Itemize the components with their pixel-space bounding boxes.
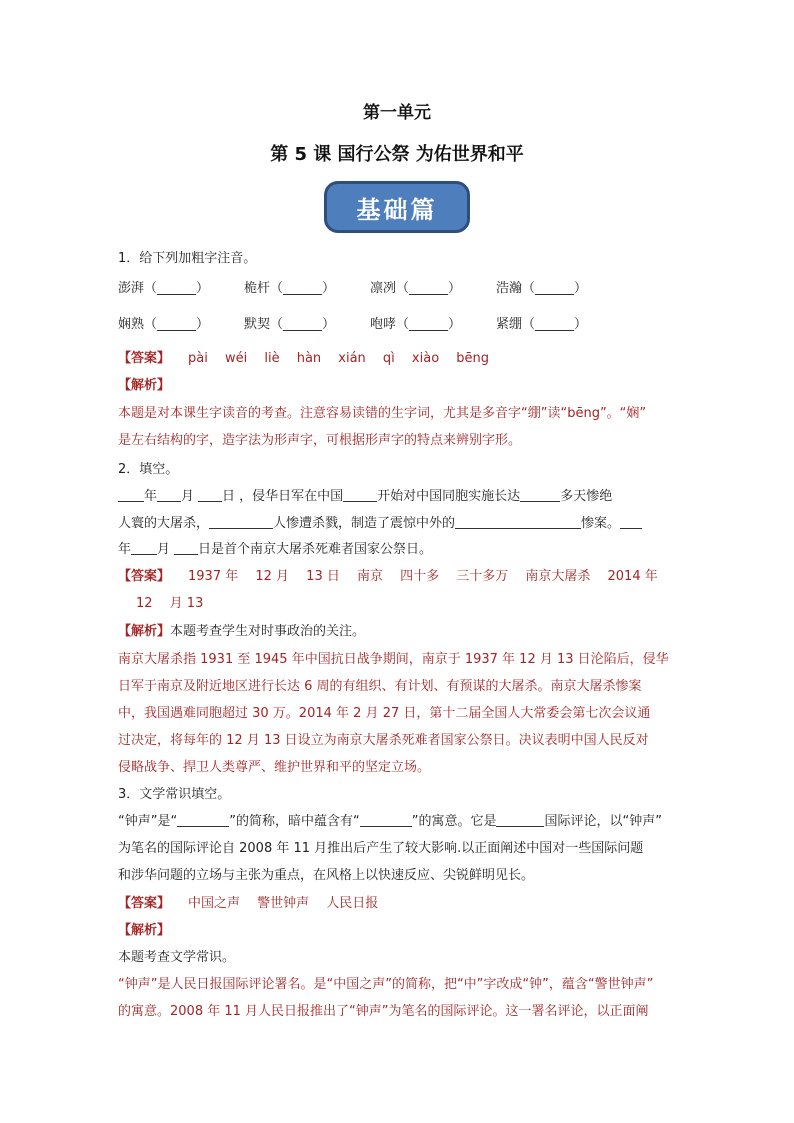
q2-text: 年 bbox=[118, 542, 132, 557]
q2-text: 人寰的大屠杀， bbox=[118, 516, 210, 531]
answer-text: 12 月 13 bbox=[136, 596, 204, 611]
analysis-text: 的寓意。2008 年 11 月人民日报推出了“钟声”为笔名的国际评论。这一署名评论，以正面阐 bbox=[118, 1004, 649, 1019]
q2-analysis-line bbox=[118, 622, 678, 642]
answer-label: 【答案】 bbox=[118, 569, 171, 584]
analysis-text: 本题是对本课生字读音的考查。注意容易读错的生字词，尤其是多音字“绷”读“bēng”。“娴” bbox=[118, 406, 647, 421]
q2-text: 年 bbox=[144, 489, 158, 504]
fill-blank[interactable] bbox=[174, 540, 198, 555]
q1-item: 澎湃（______） bbox=[118, 281, 210, 296]
q1-item: 凛冽（______） bbox=[370, 281, 462, 296]
fill-blank[interactable] bbox=[343, 487, 377, 502]
q2-text: 开始对中国同胞实施长达 bbox=[377, 489, 521, 504]
analysis-intro: 本题考查文学常识。 bbox=[118, 950, 236, 965]
fill-blank[interactable] bbox=[157, 487, 181, 502]
q2-text: 月 bbox=[181, 489, 195, 504]
q3-text: “钟声”是“ bbox=[118, 814, 178, 829]
q1-row2 bbox=[118, 315, 678, 335]
q2-line2 bbox=[118, 514, 678, 534]
q2-text: 日是首个南京大屠杀死难者国家公祭日。 bbox=[198, 542, 433, 557]
q1-item: 咆哮（______） bbox=[370, 317, 462, 332]
q2-text: 人惨遭杀戮，制造了震惊中外的 bbox=[273, 516, 456, 531]
q3-text: ”的简称，暗中蕴含有“ bbox=[229, 814, 360, 829]
analysis-label: 【解析】 bbox=[118, 378, 171, 393]
answer-label: 【答案】 bbox=[118, 351, 171, 366]
q1-item: 桅杆（______） bbox=[244, 281, 336, 296]
unit-title: 第一单元 bbox=[363, 103, 431, 123]
q3-text: ”的寓意。它是 bbox=[411, 814, 497, 829]
q2-line1 bbox=[118, 487, 678, 507]
q1-answer-line bbox=[118, 349, 678, 369]
fill-blank[interactable] bbox=[455, 514, 581, 529]
q3-text: 为笔名的国际评论自 2008 年 11 月推出后产生了较大影响.以正面阐述中国对一些国际问题 bbox=[118, 841, 644, 856]
analysis-text: 侵略战争、捍卫人类尊严、维护世界和平的坚定立场。 bbox=[118, 760, 431, 775]
analysis-text: 南京大屠杀指 1931 至 1945 年中国抗日战争期间，南京于 1937 年 12 月 13 日沦陷后，侵华 bbox=[118, 652, 669, 667]
q2-text: 月 bbox=[157, 542, 171, 557]
answer-text: pài wéi liè hàn xián qì xiào bēng bbox=[188, 351, 490, 366]
fill-blank[interactable] bbox=[360, 812, 412, 827]
q1-item: 默契（______） bbox=[244, 317, 336, 332]
analysis-text: “钟声”是人民日报国际评论署名。是“中国之声”的简称，把“中”字改成“钟”，蕴含“警世钟声” bbox=[118, 977, 654, 992]
answer-label: 【答案】 bbox=[118, 896, 171, 911]
analysis-text: 中，我国遇难同胞超过 30 万。2014 年 2 月 27 日，第十二届全国人大常委会第七次会议通 bbox=[118, 706, 651, 721]
fill-blank[interactable] bbox=[118, 487, 144, 502]
answer-text: 1937 年 12 月 13 日 南京 四十多 三十多万 南京大屠杀 2014 年 bbox=[188, 569, 658, 584]
q1-row1 bbox=[118, 279, 678, 299]
q1-item: 娴熟（______） bbox=[118, 317, 210, 332]
analysis-text: 是左右结构的字，造字法为形声字，可根据形声字的特点来辨别字形。 bbox=[118, 433, 522, 448]
section-badge: 基础篇 bbox=[324, 181, 470, 233]
q3-title: 3．文学常识填空。 bbox=[118, 787, 231, 802]
fill-blank[interactable] bbox=[131, 540, 157, 555]
fill-blank[interactable] bbox=[198, 487, 222, 502]
fill-blank[interactable] bbox=[177, 812, 229, 827]
answer-text: 中国之声 警世钟声 人民日报 bbox=[188, 896, 379, 911]
lesson-title: 第 5 课 国行公祭 为佑世界和平 bbox=[270, 144, 524, 165]
fill-blank[interactable] bbox=[209, 514, 273, 529]
fill-blank[interactable] bbox=[520, 487, 560, 502]
q1-item: 浩瀚（______） bbox=[496, 281, 588, 296]
q3-line1 bbox=[118, 812, 678, 832]
q2-text: 日 ，侵华日军在中国 bbox=[222, 489, 344, 504]
q2-answer-line bbox=[118, 567, 678, 587]
analysis-intro: 本题考查学生对时事政治的关注。 bbox=[170, 624, 366, 639]
q1-item: 紧绷（______） bbox=[496, 317, 588, 332]
fill-blank[interactable] bbox=[620, 514, 642, 529]
q2-title: 2．填空。 bbox=[118, 462, 179, 477]
q3-text: 国际评论，以“钟声” bbox=[544, 814, 662, 829]
analysis-label: 【解析】 bbox=[118, 624, 171, 639]
analysis-text: 过决定，将每年的 12 月 13 日设立为南京大屠杀死难者国家公祭日。决议表明中国人民反对 bbox=[118, 733, 649, 748]
q2-text: 惨案。 bbox=[581, 516, 621, 531]
q1-title: 1．给下列加粗字注音。 bbox=[118, 251, 257, 266]
q3-answer-line bbox=[118, 894, 678, 914]
q2-text: 多天惨绝 bbox=[560, 489, 613, 504]
q3-text: 和涉华问题的立场与主张为重点，在风格上以快速反应、尖锐鲜明见长。 bbox=[118, 868, 535, 883]
analysis-label: 【解析】 bbox=[118, 923, 171, 938]
q2-line3 bbox=[118, 540, 678, 560]
fill-blank[interactable] bbox=[496, 812, 544, 827]
analysis-text: 日军于南京及附近地区进行长达 6 周的有组织、有计划、有预谋的大屠杀。南京大屠杀惨案 bbox=[118, 679, 642, 694]
